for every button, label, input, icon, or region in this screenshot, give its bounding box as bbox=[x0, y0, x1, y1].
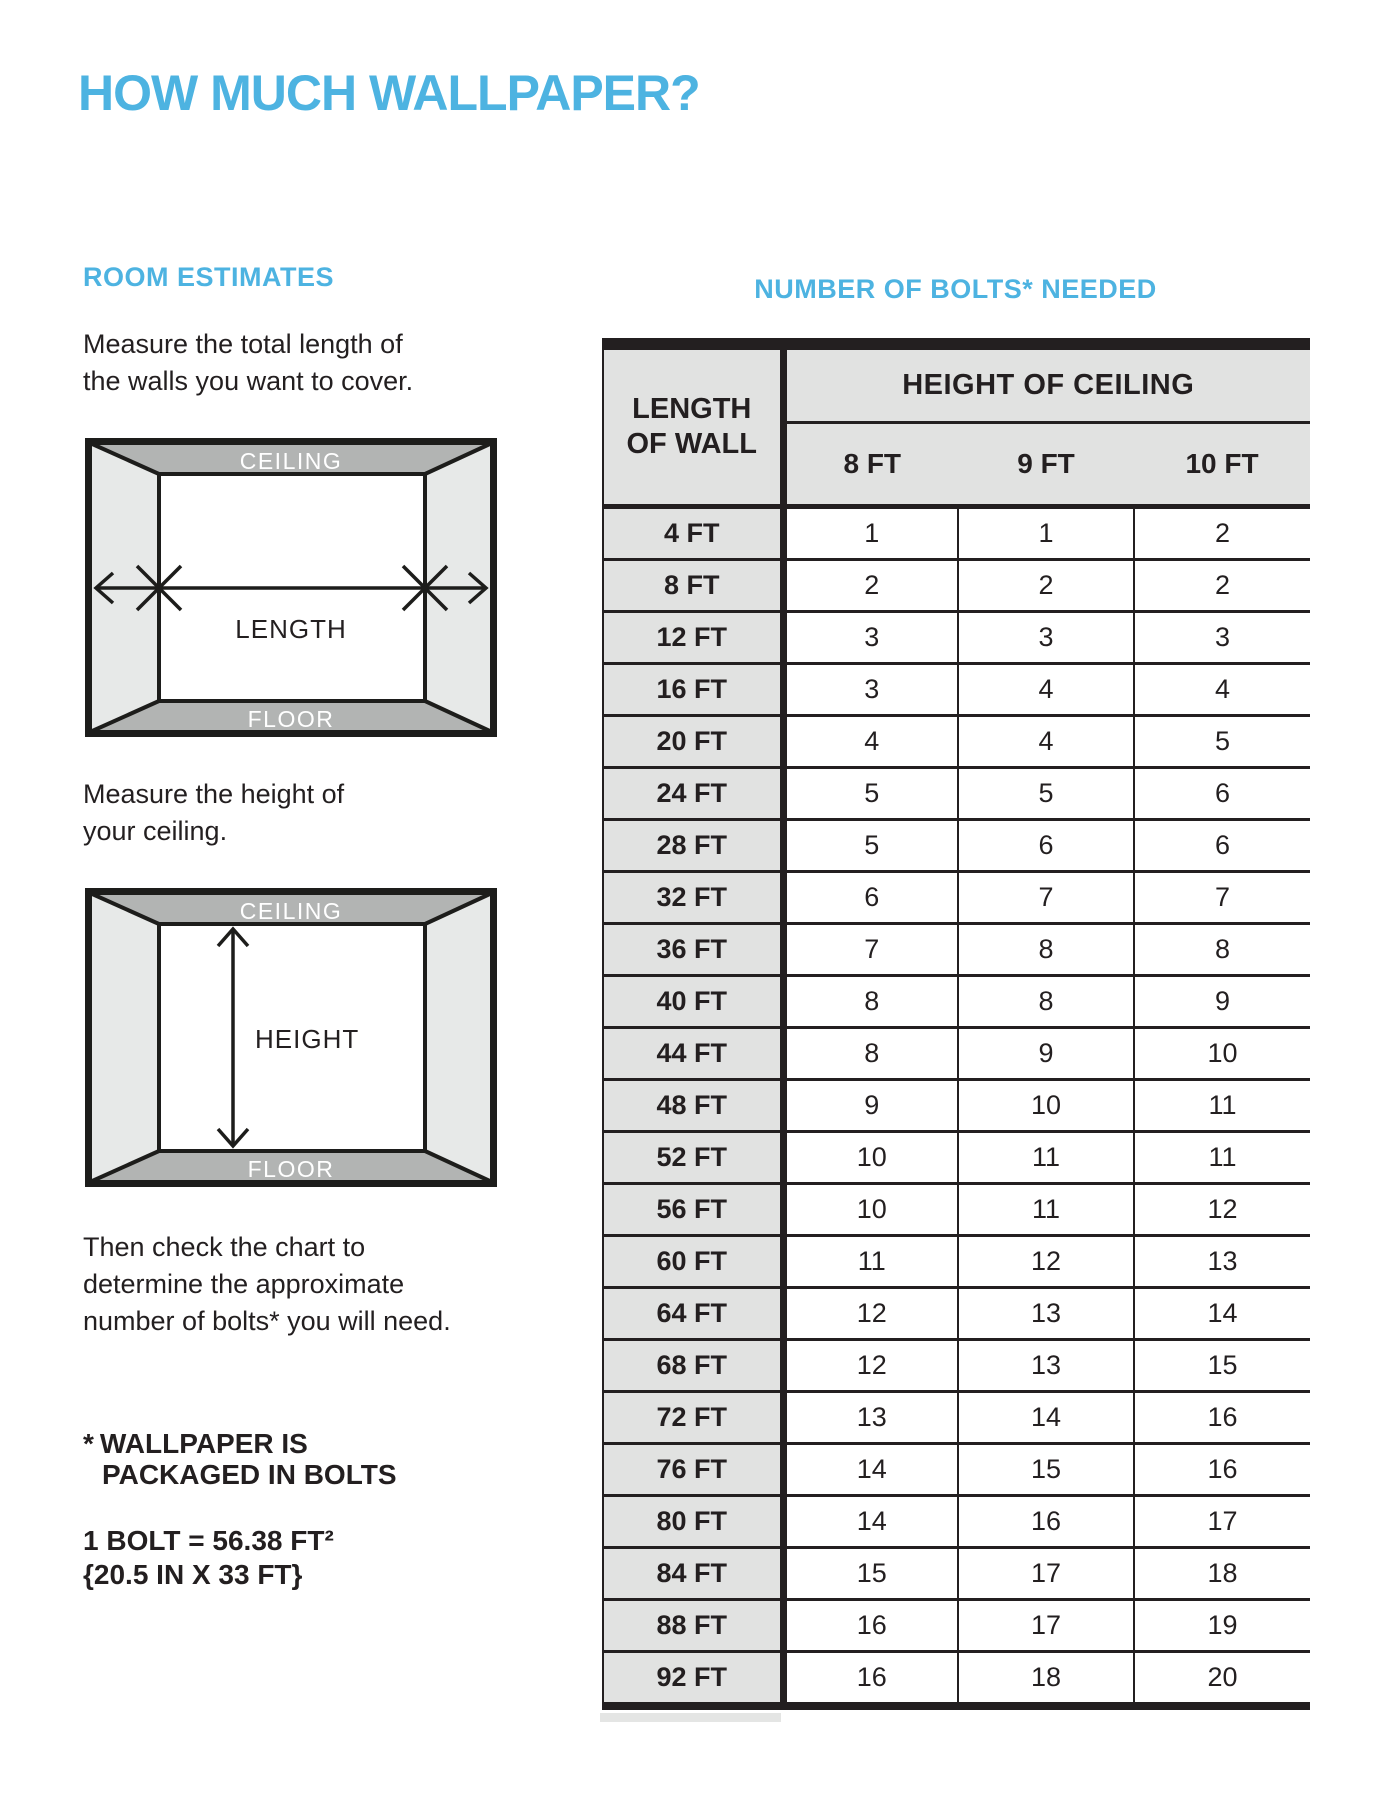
footnote-text: PACKAGED IN BOLTS bbox=[102, 1459, 397, 1490]
table-row bbox=[603, 820, 1310, 872]
table-row bbox=[603, 1028, 1310, 1080]
text-line: Measure the total length of bbox=[83, 329, 403, 359]
bolts-table-body bbox=[603, 507, 1310, 1707]
bolt-count-cell: 20 bbox=[1134, 1652, 1310, 1707]
bolt-count-cell: 12 bbox=[783, 1288, 958, 1340]
bolt-count-cell: 14 bbox=[1134, 1288, 1310, 1340]
table-row bbox=[603, 1236, 1310, 1288]
table-row bbox=[603, 664, 1310, 716]
page-title: HOW MUCH WALLPAPER? bbox=[78, 65, 700, 121]
wall-length-cell: 52 FT bbox=[603, 1132, 783, 1184]
table-row bbox=[603, 560, 1310, 612]
bolt-size-spec bbox=[83, 1524, 334, 1592]
wall-length-cell: 84 FT bbox=[603, 1548, 783, 1600]
bolt-count-cell: 12 bbox=[1134, 1184, 1310, 1236]
wall-length-cell: 4 FT bbox=[603, 507, 783, 560]
bolt-count-cell: 10 bbox=[783, 1184, 958, 1236]
height-of-ceiling-header: HEIGHT OF CEILING bbox=[783, 344, 1310, 423]
bolt-count-cell: 8 bbox=[1134, 924, 1310, 976]
bolt-count-cell: 7 bbox=[783, 924, 958, 976]
wall-length-cell: 80 FT bbox=[603, 1496, 783, 1548]
bolt-count-cell: 6 bbox=[1134, 768, 1310, 820]
wall-length-cell: 20 FT bbox=[603, 716, 783, 768]
bolt-count-cell: 8 bbox=[958, 924, 1134, 976]
height-label: HEIGHT bbox=[255, 1024, 360, 1054]
bolt-count-cell: 16 bbox=[1134, 1444, 1310, 1496]
length-label: LENGTH bbox=[235, 614, 347, 644]
bolt-count-cell: 8 bbox=[783, 976, 958, 1028]
bolt-count-cell: 14 bbox=[783, 1496, 958, 1548]
length-instruction-text bbox=[83, 326, 413, 400]
wall-length-cell: 56 FT bbox=[603, 1184, 783, 1236]
bolts-table bbox=[602, 338, 1310, 1710]
bolt-count-cell: 2 bbox=[783, 560, 958, 612]
bolt-count-cell: 17 bbox=[958, 1600, 1134, 1652]
text-line: determine the approximate bbox=[83, 1269, 405, 1299]
table-row bbox=[603, 768, 1310, 820]
table-row bbox=[603, 872, 1310, 924]
bolt-count-cell: 7 bbox=[1134, 872, 1310, 924]
floor-label: FLOOR bbox=[247, 706, 335, 732]
table-row bbox=[603, 1392, 1310, 1444]
bolt-count-cell: 5 bbox=[958, 768, 1134, 820]
bolt-count-cell: 16 bbox=[958, 1496, 1134, 1548]
wall-length-cell: 68 FT bbox=[603, 1340, 783, 1392]
text-line: the walls you want to cover. bbox=[83, 366, 414, 396]
wall-length-cell: 16 FT bbox=[603, 664, 783, 716]
bolt-dimensions: {20.5 IN X 33 FT} bbox=[83, 1559, 303, 1590]
table-row bbox=[603, 1132, 1310, 1184]
text-line: your ceiling. bbox=[83, 816, 228, 846]
table-row bbox=[603, 924, 1310, 976]
length-of-wall-header bbox=[603, 344, 783, 507]
bolt-count-cell: 18 bbox=[958, 1652, 1134, 1707]
bolt-count-cell: 14 bbox=[958, 1392, 1134, 1444]
bolt-equation: 1 BOLT = 56.38 FT² bbox=[83, 1525, 334, 1556]
bolt-count-cell: 16 bbox=[783, 1652, 958, 1707]
wall-length-cell: 88 FT bbox=[603, 1600, 783, 1652]
room-height-diagram bbox=[85, 888, 497, 1187]
bolt-count-cell: 13 bbox=[783, 1392, 958, 1444]
table-row bbox=[603, 1340, 1310, 1392]
bolt-count-cell: 17 bbox=[958, 1548, 1134, 1600]
bolt-count-cell: 11 bbox=[958, 1184, 1134, 1236]
bolt-count-cell: 13 bbox=[958, 1340, 1134, 1392]
bolt-count-cell: 15 bbox=[1134, 1340, 1310, 1392]
header-line: OF WALL bbox=[626, 428, 757, 460]
ceiling-label: CEILING bbox=[239, 448, 343, 474]
bolt-count-cell: 8 bbox=[958, 976, 1134, 1028]
column-header-8ft: 8 FT bbox=[783, 423, 958, 507]
asterisk-marker: * bbox=[83, 1428, 94, 1459]
bolt-count-cell: 16 bbox=[783, 1600, 958, 1652]
wall-length-cell: 44 FT bbox=[603, 1028, 783, 1080]
bolt-count-cell: 5 bbox=[783, 768, 958, 820]
table-row bbox=[603, 1444, 1310, 1496]
wall-length-cell: 40 FT bbox=[603, 976, 783, 1028]
text-line: Then check the chart to bbox=[83, 1232, 366, 1262]
right-wall bbox=[425, 893, 492, 1182]
header-line: LENGTH bbox=[632, 393, 752, 425]
bolt-count-cell: 15 bbox=[958, 1444, 1134, 1496]
bolt-count-cell: 3 bbox=[783, 612, 958, 664]
bolt-count-cell: 6 bbox=[783, 872, 958, 924]
bolt-count-cell: 2 bbox=[1134, 507, 1310, 560]
bolt-count-cell: 4 bbox=[783, 716, 958, 768]
bolt-count-cell: 5 bbox=[1134, 716, 1310, 768]
wall-length-cell: 72 FT bbox=[603, 1392, 783, 1444]
table-row bbox=[603, 1496, 1310, 1548]
bolt-count-cell: 11 bbox=[958, 1132, 1134, 1184]
bolt-count-cell: 1 bbox=[958, 507, 1134, 560]
bolt-count-cell: 13 bbox=[1134, 1236, 1310, 1288]
bolt-count-cell: 10 bbox=[1134, 1028, 1310, 1080]
bolt-count-cell: 5 bbox=[783, 820, 958, 872]
wall-length-cell: 28 FT bbox=[603, 820, 783, 872]
column-header-9ft: 9 FT bbox=[958, 423, 1134, 507]
wall-length-cell: 64 FT bbox=[603, 1288, 783, 1340]
wall-length-cell: 8 FT bbox=[603, 560, 783, 612]
bolt-count-cell: 17 bbox=[1134, 1496, 1310, 1548]
bolt-count-cell: 3 bbox=[783, 664, 958, 716]
bolt-count-cell: 9 bbox=[958, 1028, 1134, 1080]
bolt-count-cell: 19 bbox=[1134, 1600, 1310, 1652]
table-row bbox=[603, 716, 1310, 768]
wall-length-cell: 76 FT bbox=[603, 1444, 783, 1496]
ceiling-label: CEILING bbox=[239, 898, 343, 924]
bolt-count-cell: 10 bbox=[958, 1080, 1134, 1132]
table-row bbox=[603, 1548, 1310, 1600]
footnote-text: WALLPAPER IS bbox=[99, 1428, 308, 1459]
bolt-count-cell: 1 bbox=[783, 507, 958, 560]
floor-label: FLOOR bbox=[247, 1156, 335, 1182]
bolt-count-cell: 9 bbox=[1134, 976, 1310, 1028]
table-row bbox=[603, 1600, 1310, 1652]
wall-length-cell: 24 FT bbox=[603, 768, 783, 820]
table-bottom-shadow bbox=[600, 1713, 781, 1722]
bolt-count-cell: 6 bbox=[1134, 820, 1310, 872]
height-instruction-text bbox=[83, 776, 344, 850]
bolt-count-cell: 7 bbox=[958, 872, 1134, 924]
bolt-count-cell: 13 bbox=[958, 1288, 1134, 1340]
bolt-count-cell: 11 bbox=[1134, 1080, 1310, 1132]
bolt-count-cell: 4 bbox=[958, 664, 1134, 716]
wall-length-cell: 48 FT bbox=[603, 1080, 783, 1132]
table-row bbox=[603, 1184, 1310, 1236]
bolt-count-cell: 10 bbox=[783, 1132, 958, 1184]
table-row bbox=[603, 976, 1310, 1028]
room-estimates-heading: ROOM ESTIMATES bbox=[83, 262, 335, 292]
bolt-count-cell: 9 bbox=[783, 1080, 958, 1132]
room-length-diagram bbox=[85, 438, 497, 737]
table-row bbox=[603, 507, 1310, 560]
table-row bbox=[603, 1080, 1310, 1132]
column-header-10ft: 10 FT bbox=[1134, 423, 1310, 507]
bolt-count-cell: 15 bbox=[783, 1548, 958, 1600]
table-row bbox=[603, 1652, 1310, 1707]
bolt-count-cell: 2 bbox=[1134, 560, 1310, 612]
bolts-needed-heading: NUMBER OF BOLTS* NEEDED bbox=[754, 274, 1157, 304]
chart-instruction-text bbox=[83, 1229, 451, 1340]
bolt-count-cell: 16 bbox=[1134, 1392, 1310, 1444]
bolts-footnote bbox=[83, 1428, 397, 1490]
table-row bbox=[603, 612, 1310, 664]
bolt-count-cell: 3 bbox=[1134, 612, 1310, 664]
wall-length-cell: 60 FT bbox=[603, 1236, 783, 1288]
table-header-row bbox=[603, 344, 1310, 423]
text-line: number of bolts* you will need. bbox=[83, 1306, 451, 1336]
bolt-count-cell: 12 bbox=[783, 1340, 958, 1392]
bolt-count-cell: 8 bbox=[783, 1028, 958, 1080]
bolt-count-cell: 11 bbox=[1134, 1132, 1310, 1184]
wall-length-cell: 36 FT bbox=[603, 924, 783, 976]
bolt-count-cell: 6 bbox=[958, 820, 1134, 872]
table-row bbox=[603, 1288, 1310, 1340]
bolt-count-cell: 2 bbox=[958, 560, 1134, 612]
bolt-count-cell: 14 bbox=[783, 1444, 958, 1496]
bolt-count-cell: 4 bbox=[1134, 664, 1310, 716]
bolt-count-cell: 12 bbox=[958, 1236, 1134, 1288]
wall-length-cell: 92 FT bbox=[603, 1652, 783, 1707]
bolt-count-cell: 11 bbox=[783, 1236, 958, 1288]
wall-length-cell: 32 FT bbox=[603, 872, 783, 924]
bolt-count-cell: 3 bbox=[958, 612, 1134, 664]
bolt-count-cell: 4 bbox=[958, 716, 1134, 768]
left-wall bbox=[90, 893, 159, 1182]
bolt-count-cell: 18 bbox=[1134, 1548, 1310, 1600]
text-line: Measure the height of bbox=[83, 779, 345, 809]
wall-length-cell: 12 FT bbox=[603, 612, 783, 664]
footnote-line bbox=[83, 1428, 308, 1459]
